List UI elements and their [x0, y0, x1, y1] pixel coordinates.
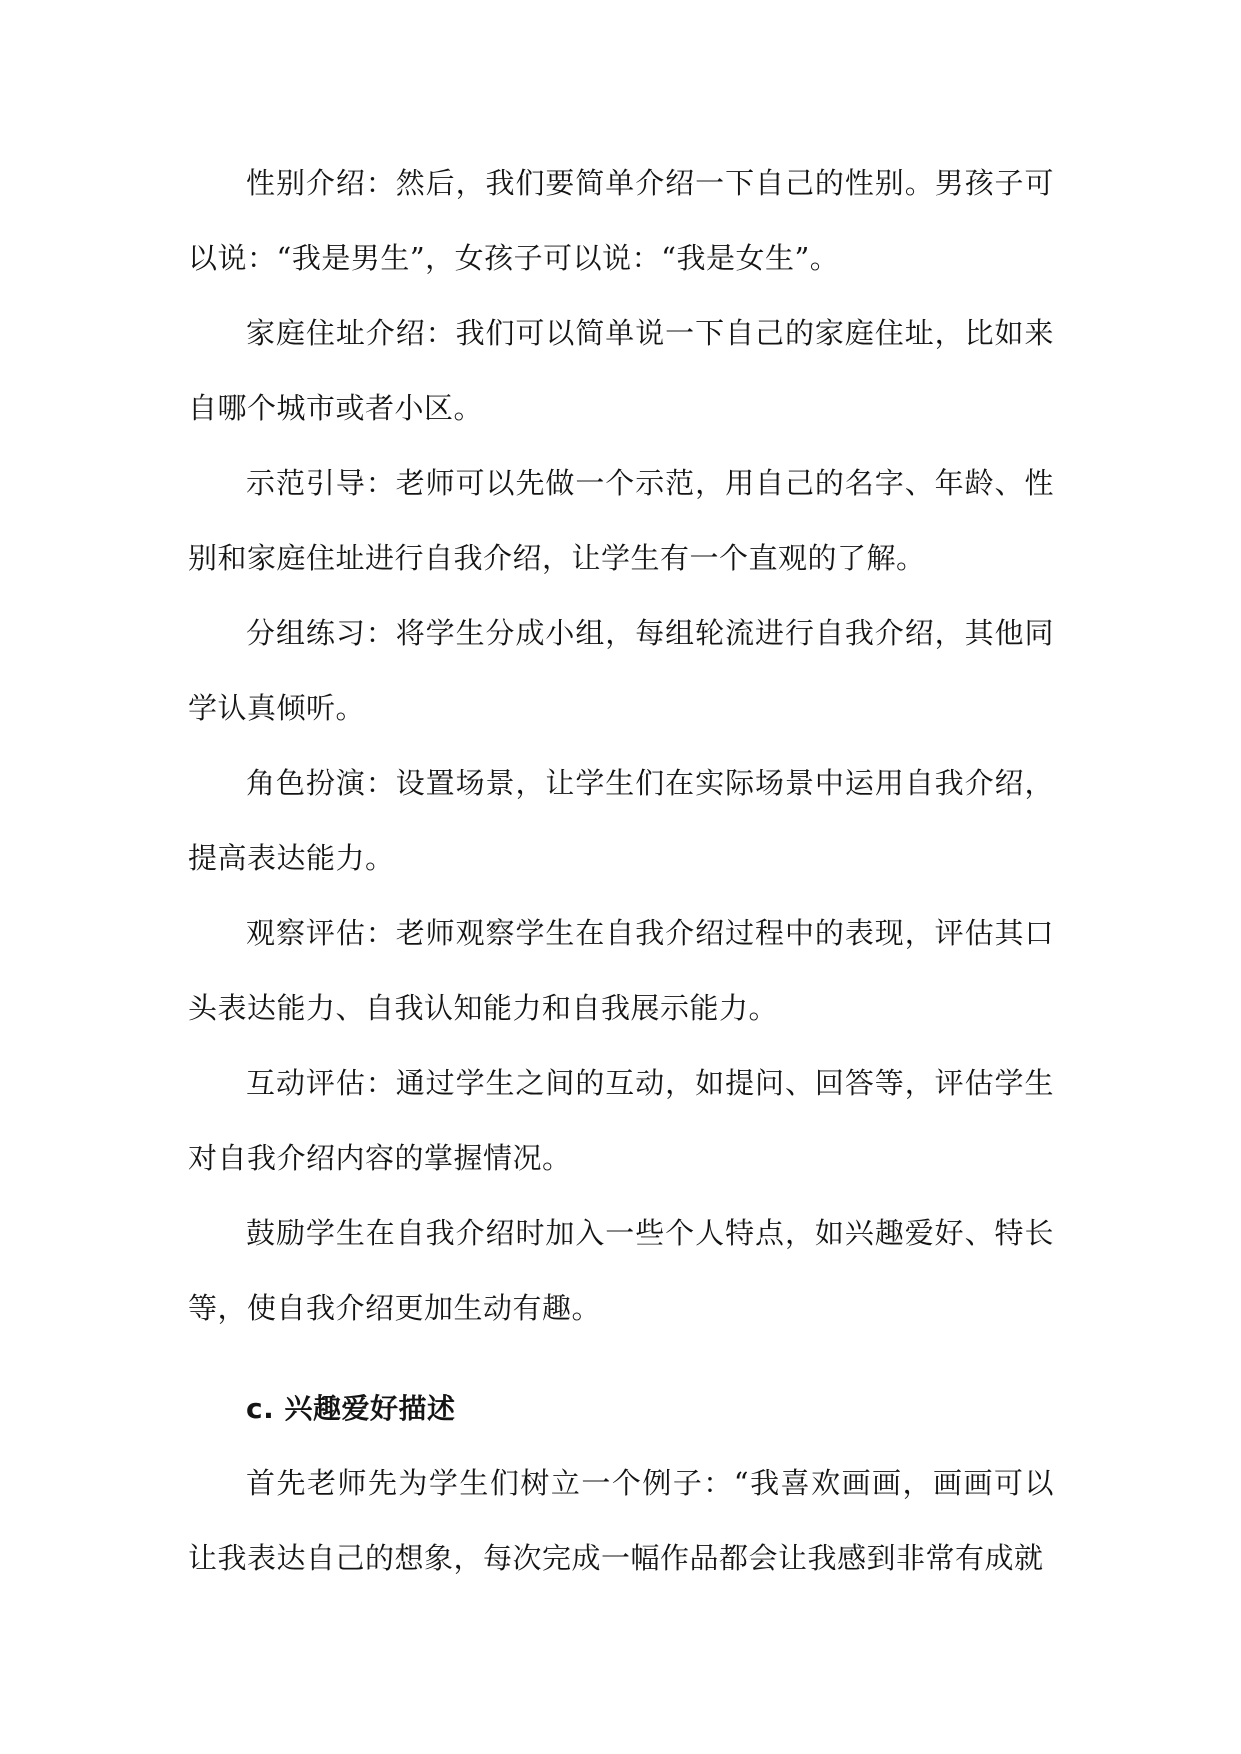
paragraph-group-practice: 分组练习：将学生分成小组，每组轮流进行自我介绍，其他同学认真倾听。 — [188, 616, 1054, 725]
paragraph-teacher-example: 首先老师先为学生们树立一个例子：“我喜欢画画，画画可以让我表达自己的想象，每次完成一幅作品都会让我感到非常有成就 — [188, 1466, 1054, 1575]
section-heading-hobbies: c. 兴趣爱好描述 — [246, 1392, 456, 1425]
document-page — [188, 146, 1054, 1596]
paragraph-gender-intro: 性别介绍：然后，我们要简单介绍一下自己的性别。男孩子可以说：“我是男生”，女孩子可以说：“我是女生”。 — [188, 166, 1054, 275]
paragraph-demonstration: 示范引导：老师可以先做一个示范，用自己的名字、年龄、性别和家庭住址进行自我介绍，让学生有一个直观的了解。 — [188, 466, 1054, 575]
paragraph-observation-assessment: 观察评估：老师观察学生在自我介绍过程中的表现，评估其口头表达能力、自我认知能力和自我展示能力。 — [188, 916, 1054, 1025]
paragraph-address-intro: 家庭住址介绍：我们可以简单说一下自己的家庭住址，比如来自哪个城市或者小区。 — [188, 316, 1054, 425]
paragraph-interaction-assessment: 互动评估：通过学生之间的互动，如提问、回答等，评估学生对自我介绍内容的掌握情况。 — [188, 1066, 1054, 1175]
paragraph-encouragement: 鼓励学生在自我介绍时加入一些个人特点，如兴趣爱好、特长等，使自我介绍更加生动有趣。 — [188, 1216, 1054, 1325]
paragraph-role-play: 角色扮演：设置场景，让学生们在实际场景中运用自我介绍，提高表达能力。 — [188, 766, 1054, 875]
